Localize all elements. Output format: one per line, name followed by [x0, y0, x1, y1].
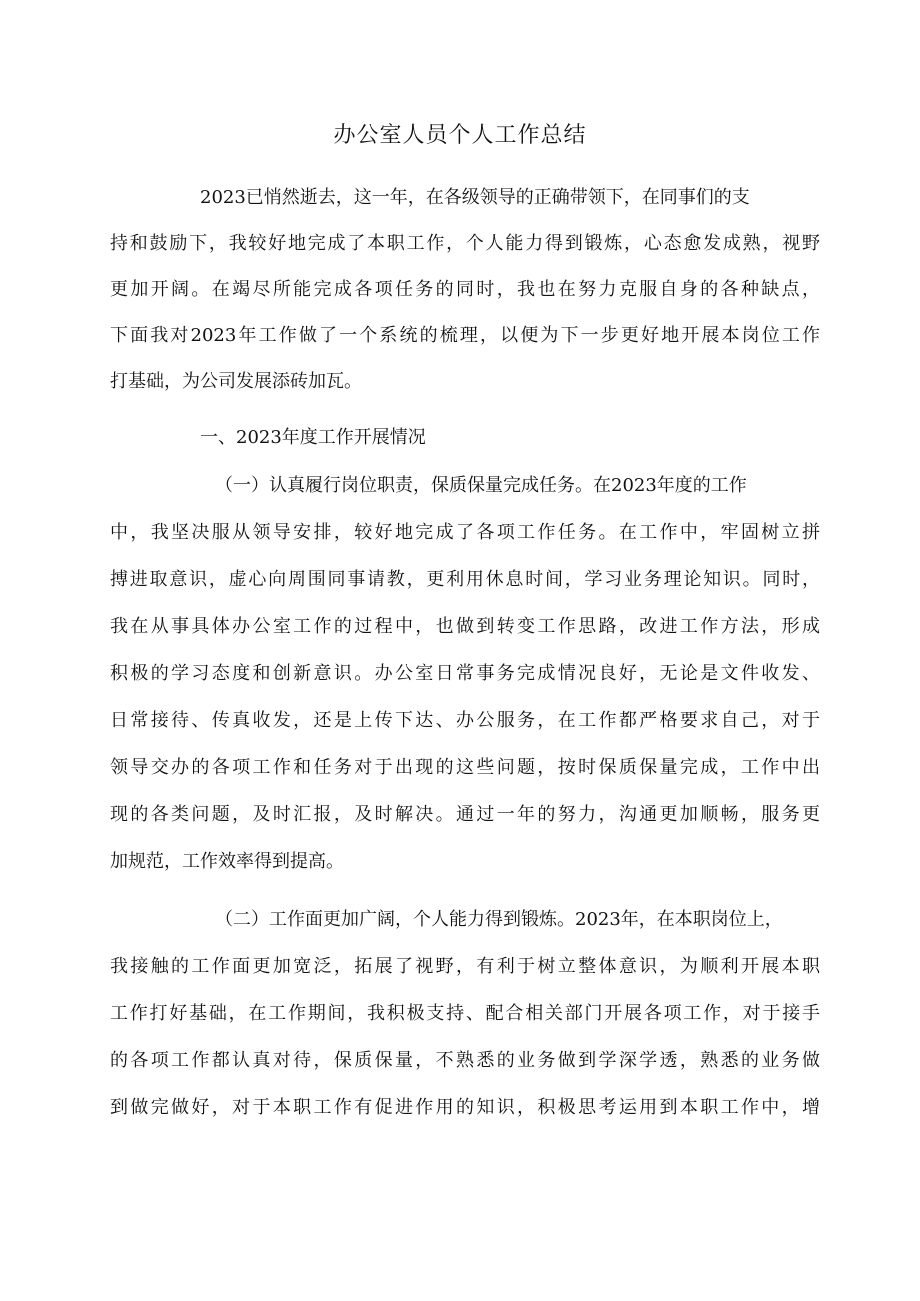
- paragraph-line: 持和鼓励下，我较好地完成了本职工作，个人能力得到锻炼，心态愈发成熟，视野: [110, 233, 820, 254]
- paragraph-line: 的各项工作都认真对待，保质保量，不熟悉的业务做到学深学透，熟悉的业务做: [110, 1050, 820, 1071]
- section-heading: 一、2023年度工作开展情况: [200, 427, 426, 448]
- paragraph-line: 打基础，为公司发展添砖加瓦。: [110, 371, 362, 392]
- paragraph-line: 我在从事具体办公室工作的过程中，也做到转变工作思路，改进工作方法，形成: [110, 616, 820, 637]
- paragraph-line: 工作打好基础，在工作期间，我积极支持、配合相关部门开展各项工作，对于接手: [110, 1003, 820, 1024]
- paragraph-line: 到做完做好，对于本职工作有促进作用的知识，积极思考运用到本职工作中，增: [110, 1097, 820, 1118]
- paragraph-line: 中，我坚决服从领导安排，较好地完成了各项工作任务。在工作中，牢固树立拼: [110, 522, 820, 543]
- paragraph-line: （一）认真履行岗位职责，保质保量完成任务。在2023年度的工作: [215, 475, 747, 496]
- paragraph-line: 领导交办的各项工作和任务对于出现的这些问题，按时保质保量完成，工作中出: [110, 757, 820, 778]
- paragraph-line: 搏进取意识，虚心向周围同事请教，更利用休息时间，学习业务理论知识。同时，: [110, 569, 820, 590]
- paragraph-line: 日常接待、传真收发，还是上传下达、办公服务，在工作都严格要求自己，对于: [110, 710, 820, 731]
- paragraph-line: 加规范，工作效率得到提高。: [110, 851, 344, 872]
- paragraph-line: 我接触的工作面更加宽泛，拓展了视野，有利于树立整体意识，为顺利开展本职: [110, 956, 820, 977]
- paragraph-line: 积极的学习态度和创新意识。办公室日常事务完成情况良好，无论是文件收发、: [110, 663, 820, 684]
- document-title: 办公室人员个人工作总结: [333, 123, 587, 148]
- paragraph-line: 下面我对2023年工作做了一个系统的梳理，以便为下一步更好地开展本岗位工作: [110, 325, 820, 346]
- paragraph-line: （二）工作面更加广阔，个人能力得到锻炼。2023年，在本职岗位上，: [215, 909, 783, 930]
- paragraph-line: 更加开阔。在竭尽所能完成各项任务的同时，我也在努力克服自身的各种缺点，: [110, 279, 820, 300]
- paragraph-line: 现的各类问题，及时汇报，及时解决。通过一年的努力，沟通更加顺畅，服务更: [110, 804, 820, 825]
- paragraph-line: 2023已悄然逝去，这一年，在各级领导的正确带领下，在同事们的支: [200, 187, 750, 208]
